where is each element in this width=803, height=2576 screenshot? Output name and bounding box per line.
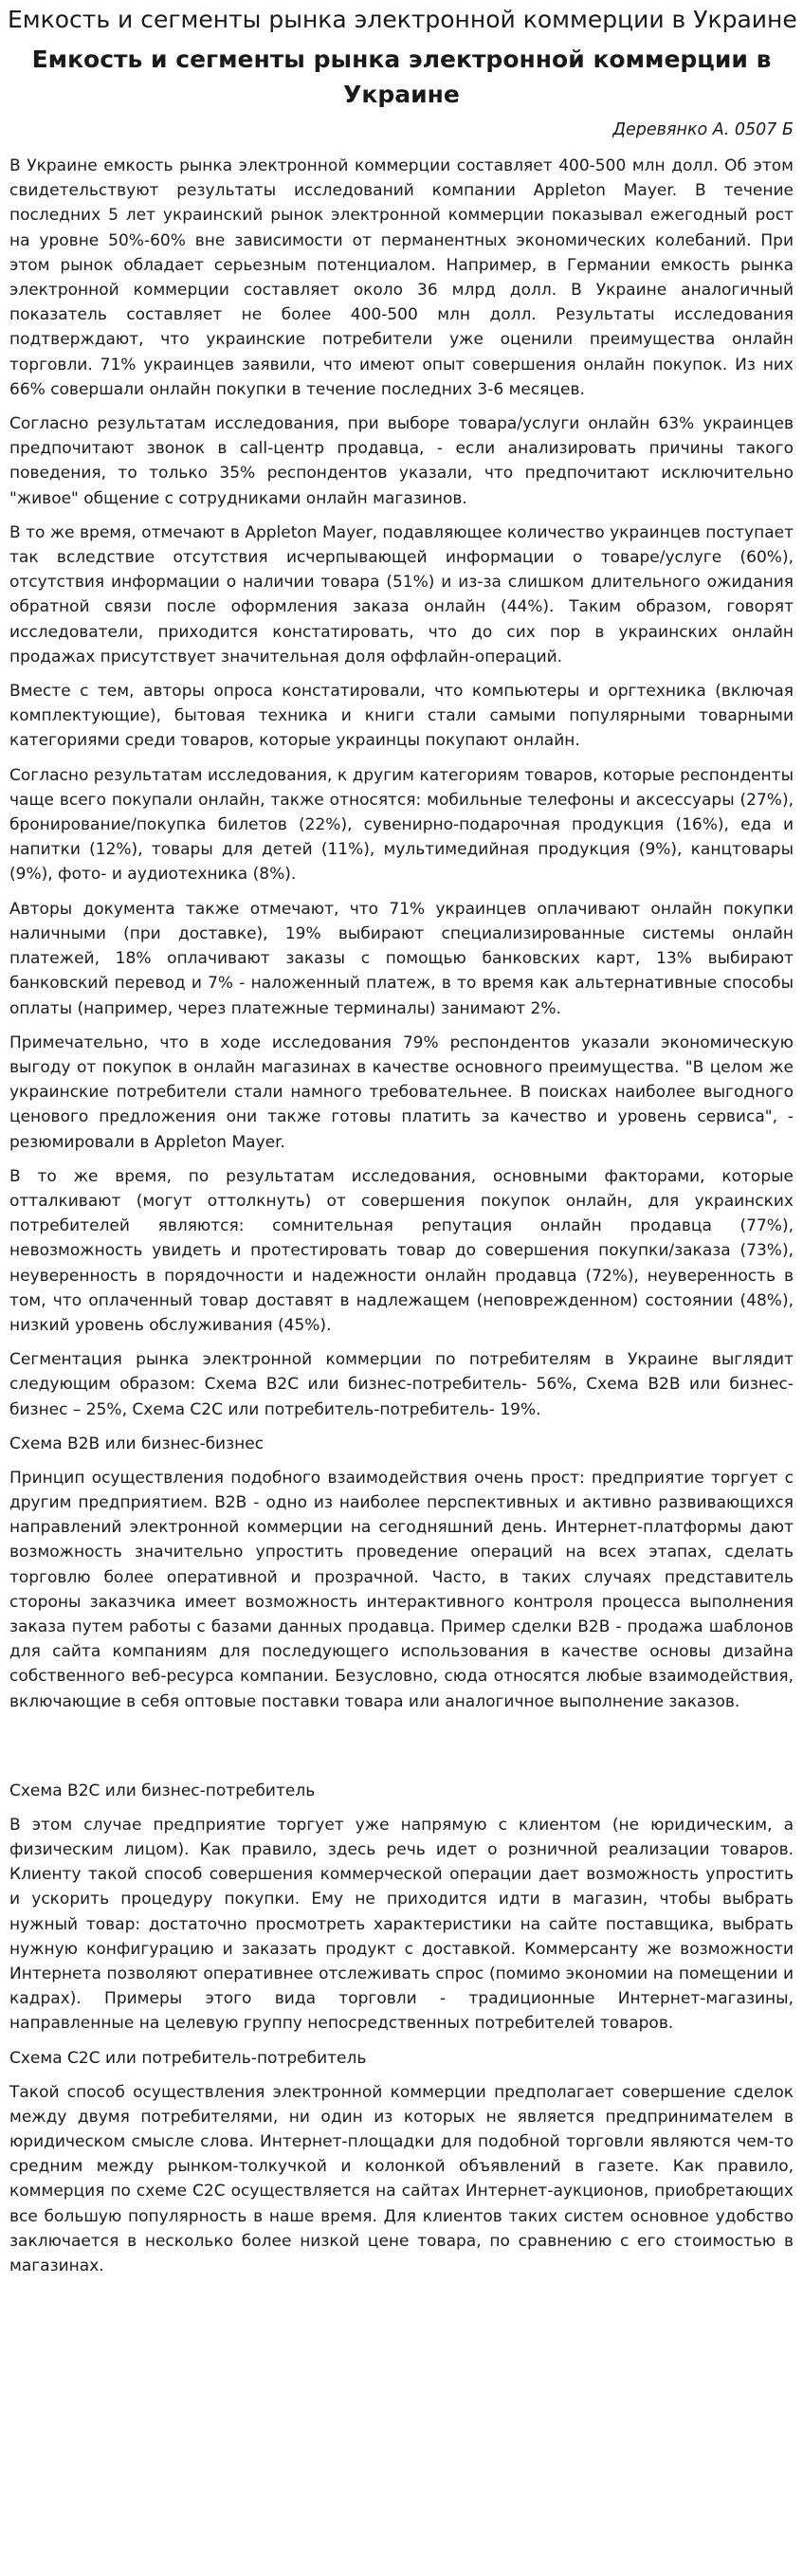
section-heading-c2c: Схема C2C или потребитель-потребитель — [9, 2048, 367, 2068]
section-heading-b2b: Схема B2B или бизнес-бизнес — [9, 1434, 265, 1453]
paragraph-b2b: Принцип осуществления подобного взаимодействия очень прост: предприятие торгует с другим предприятием. B2B - одно из наиболее перспективных и активно развивающихся направлений электронной коммерции на сегодняшний день. Интернет-платформы дают возможность значительно упростить проведение операций на всех этапах, сделать торговлю более оперативной и прозрачной. Часто, в таких случаях представитель стороны заказчика имеет возможность интерактивного контроля процесса выполнения заказа путем работы с базами данных продавца. Пример сделки B2B - продажа шаблонов для сайта компаниям для последующего использования в качестве основы дизайна собственного веб-ресурса компании. Безусловно, сюда относятся любые взаимодействия, включающие в себя оптовые поставки товара или аналогичное выполнение заказов. — [9, 1468, 794, 1711]
document-title: Емкость и сегменты рынка электронной коммерции в Украине — [8, 6, 797, 33]
paragraph-segmentation: Сегментация рынка электронной коммерции по потребителям в Украине выглядит следующим образом: Схема B2C или бизнес-потребитель- 56%, Схема B2B или бизнес-бизнес – 25%, Схема C2C или потребитель-потребитель- 19%. — [9, 1350, 794, 1419]
paragraph-b2c: В этом случае предприятие торгует уже напрямую с клиентом (не юридическим, а физическим лицом). Как правило, здесь речь идет о розничной реализации товаров. Клиенту такой способ совершения коммерческой операции дает возможность упростить и ускорить процедуру покупки. Ему не приходится идти в магазин, чтобы выбрать нужный товар: достаточно просмотреть характеристики на сайте поставщика, выбрать нужную конфигурацию и заказать продукт с доставкой. Коммерсанту же возможности Интернета позволяют оперативнее отслеживать спрос (помимо экономии на помещении и кадрах). Примеры этого вида торговли - традиционные Интернет-магазины, направленные на целевую группу непосредственных потребителей товаров. — [9, 1815, 794, 2034]
paragraph-economic-benefit: Примечательно, что в ходе исследования 79% респондентов указали экономическую выгоду от покупок в онлайн магазинах в качестве основного преимущества. "В целом же украинские потребители стали намного требовательнее. В поисках наиболее выгодного ценового предложения они также готовы платить за качество и уровень сервиса", - резюмировали в Appleton Mayer. — [9, 1032, 794, 1152]
paragraph-other-categories: Согласно результатам исследования, к другим категориям товаров, которые респонденты чаще всего покупали онлайн, также относятся: мобильные телефоны и аксессуары (27%), бронирование/покупка билетов (22%), сувенирно-подарочная продукция (16%), еда и напитки (12%), товары для детей (11%), мультимедийная продукция (9%), канцтовары (9%), фото- и аудиотехника (8%). — [9, 765, 794, 885]
paragraph-market-capacity: В Украине емкость рынка электронной коммерции составляет 400-500 млн долл. Об этом свидетельствуют результаты исследований компании Appleton Mayer. В течение последних 5 лет украинский рынок электронной коммерции показывал ежегодный рост на уровне 50%-60% вне зависимости от перманентных экономических колебаний. При этом рынок обладает серьезным потенциалом. Например, в Германии емкость рынка электронной коммерции составляет около 36 млрд долл. В Украине аналогичный показатель составляет не более 400-500 млн долл. Результаты исследования подтверждают, что украинские потребители уже оценили преимущества онлайн торговли. 71% украинцев заявили, что имеют опыт совершения онлайн покупок. Из них 66% совершали онлайн покупки в течение последних 3-6 месяцев. — [9, 156, 794, 399]
paragraph-offline-operations: В то же время, отмечают в Appleton Mayer, подавляющее количество украинцев поступает так вследствие отсутствия исчерпывающей информации о товаре/услуге (60%), отсутствия информации о наличии товара (51%) и из-за слишком длительного ожидания обратной связи после оформления заказа онлайн (44%). Таким образом, говорят исследователи, приходится констатировать, что до сих пор в украинских онлайн продажах присутствует значительная доля оффлайн-операций. — [9, 522, 794, 667]
main-heading: Емкость и сегменты рынка электронной коммерции в Украине — [31, 46, 772, 108]
paragraph-deterrents: В то же время, по результатам исследования, основными факторами, которые отталкивают (могут оттолкнуть) от совершения покупок онлайн, для украинских потребителей являются: сомнительная репутация онлайн продавца (77%), невозможность увидеть и протестировать товар до совершения покупки/заказа (73%), неуверенность в порядочности и надежности онлайн продавца (72%), неуверенность в том, что оплаченный товар доставят в надлежащем (неповрежденном) состоянии (48%), низкий уровень обслуживания (45%). — [9, 1166, 794, 1335]
document-body — [9, 154, 794, 2288]
paragraph-popular-categories: Вместе с тем, авторы опроса констатировали, что компьютеры и оргтехника (включая комплектующие), бытовая техника и книги стали самыми популярными товарными категориями среди товаров, которые украинцы покупают онлайн. — [9, 682, 794, 751]
section-gap — [9, 1724, 794, 1779]
author-line: Деревянко А. 0507 Б — [612, 120, 794, 139]
paragraph-c2c: Такой способ осуществления электронной коммерции предполагает совершение сделок между двумя потребителями, ни один из которых не является предпринимателем в юридическом смысле слова. Интернет-площадки для подобной торговли являются чем-то средним между рынком-толкучкой и колонкой объявлений в газете. Как правило, коммерция по схеме C2C осуществляется на сайтах Интернет-аукционов, приобретающих все большую популярность в наше время. Для клиентов таких систем основное удобство заключается в несколько более низкой цене товара, по сравнению с его стоимостью в магазинах. — [9, 2082, 794, 2276]
section-heading-b2c: Схема B2C или бизнес-потребитель — [9, 1781, 316, 1800]
paragraph-call-center: Согласно результатам исследования, при выборе товара/услуги онлайн 63% украинцев предпочитают звонок в call-центр продавца, - если анализировать причины такого поведения, то только 35% респондентов указали, что предпочитают исключительно "живое" общение с сотрудниками онлайн магазинов. — [9, 414, 794, 508]
paragraph-payment-methods: Авторы документа также отмечают, что 71% украинцев оплачивают онлайн покупки наличными (при доставке), 19% выбирают специализированные системы онлайн платежей, 18% оплачивают заказы с помощью банковских карт, 13% выбирают банковский перевод и 7% - наложенный платеж, в то время как альтернативные способы оплаты (например, через платежные терминалы) занимают 2%. — [9, 899, 794, 1018]
